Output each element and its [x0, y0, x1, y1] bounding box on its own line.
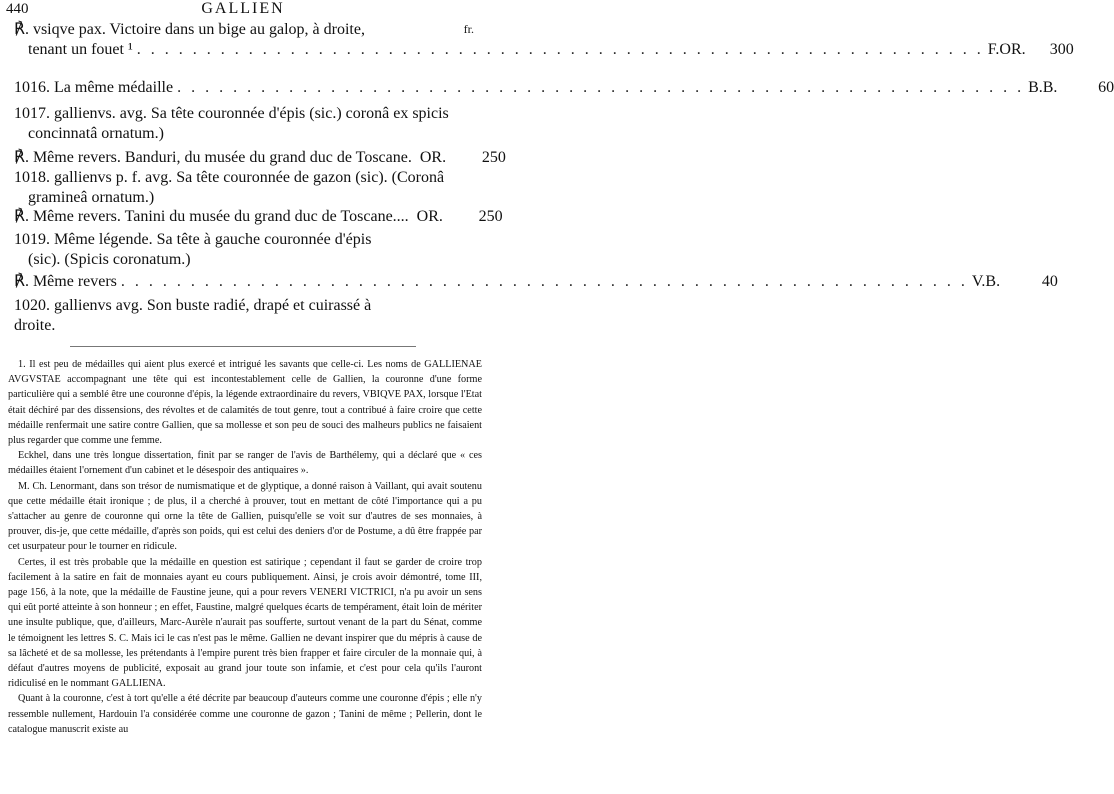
entry-line [14, 207, 503, 227]
footnote-paragraph: Quant à la couronne, c'est à tort qu'elle a été décrite par beaucoup d'auteurs comme une couronne d'épis ; elle n'y ressemble nullement, Hardouin l'a considérée comme une couronne de gazon ; Tanini de même ; Pellerin, dont le catalogue manuscrit existe au [8, 693, 482, 735]
catalog-entry [14, 104, 476, 144]
entry-line: (sic). (Spicis coronatum.) [28, 251, 191, 268]
footnotes [8, 357, 482, 737]
entry-text: ℟. Même revers [14, 273, 117, 290]
catalog-entry [14, 296, 476, 336]
catalog-entry [14, 148, 506, 168]
entry-line: 1019. Même légende. Sa tête à gauche couronnée d'épis [14, 231, 372, 248]
metal: OR. [419, 149, 447, 166]
entry-text: ℟. Même revers. Tanini du musée du grand duc de Toscane.... [14, 208, 409, 225]
price: 300 [1049, 41, 1074, 58]
metal: F.OR. [987, 41, 1026, 58]
price: 250 [481, 149, 506, 166]
entry-text: tenant un fouet ¹ [28, 41, 133, 58]
metal: V.B. [971, 273, 1001, 290]
running-title: GALLIEN [201, 0, 285, 17]
catalog-entry [14, 20, 1074, 60]
leader-dots [121, 272, 968, 292]
catalog-entry [14, 272, 1058, 292]
entry-line: ℟. vsiqve pax. Victoire dans un bige au galop, à droite, [14, 21, 365, 38]
catalog-entry [14, 78, 1114, 98]
entry-line: droite. [14, 317, 56, 334]
footnote-paragraph: M. Ch. Lenormant, dans son trésor de numismatique et de glyptique, a donné raison à Vaillant, qui avait soutenu que cette médaille était ironique ; de plus, il a cherché à prouver, tout en mettant de côté l'importance qui a pu s'attacher au genre de couronne qui orne la tête de Gallien, puisqu'elle se voit sur d'autres de ses monnaies, à prouver, dis-je, que cette médaille, d'après son poids, qui est celui des deniers d'or de Postume, a dû être frappée par cet usurpateur pour le tourner en ridicule. [8, 480, 482, 553]
metal: OR. [416, 208, 443, 225]
price: 250 [478, 208, 503, 225]
footnote-paragraph: 1. Il est peu de médailles qui aient plus exercé et intrigué les savants que celle-ci. Les noms de GALLIENAE AVGVSTAE accompagnant une tête qui est incontestablement celle de Gallien, la couronne d'une forme particulière qui a semblé être une couronne d'épis, la légende extraordinaire du revers, VBIQVE PAX, lorsque l'Etat était déchiré par des dissensions, des révoltes et de calamités de tout genre, tout a contribué à faire croire que cette médaille renfermait une satire contre Gallien, que sa mollesse et son peu de souci des malheurs publics ne faisaient plus regarder que comme une femme. [8, 359, 482, 447]
price-unit: fr. [463, 22, 474, 36]
entry-line [14, 272, 1058, 292]
catalog-entry [14, 207, 503, 227]
leader-dots [137, 40, 984, 60]
catalog-entry [14, 168, 476, 208]
entry-number: 1016. [14, 79, 50, 96]
catalog-entry [14, 230, 476, 270]
page-number: 440 [6, 1, 29, 17]
price: 60 [1098, 79, 1114, 96]
footnote-paragraph: Eckhel, dans une très longue dissertation, finit par se ranger de l'avis de Barthélemy, qui a déclaré que « ces médailles étaient l'ornement d'un cabinet et le désespoir des antiquaires ». [8, 450, 482, 477]
entry-text: La même médaille [54, 79, 174, 96]
entry-line [14, 40, 1074, 60]
price: 40 [1041, 273, 1058, 290]
entry-line: 1017. gallienvs. avg. Sa tête couronnée d'épis (sic.) coronâ ex spicis [14, 105, 449, 122]
footnote-paragraph: Certes, il est très probable que la médaille en question est satirique ; cependant il faut se garder de croire trop facilement à la satire en fait de monnaies ayant eu cours publiquement. Ainsi, je crois avoir démontré, tome III, page 156, à la note, que la médaille de Faustine jeune, qui a pour revers VENERI VICTRICI, n'a pu avoir un sens qui eût porté atteinte à son honneur ; en effet, Faustine, malgré quelques écarts de tempérament, était loin de mériter une insulte publique, que, d'ailleurs, Marc-Aurèle n'aurait pas soufferte, surtout venant de la part du Sénat, comme le témoignent les lettres S. C. Mais ici le cas n'est pas le même. Gallien ne devant inspirer que du mépris à cause de sa lâcheté et de sa mollesse, les prétendants à l'empire purent très bien frapper et faire circuler de la monnaie qui, à défaut d'autres moyens de publicité, exposait au grand jour toute son infamie, et c'est pour cela qu'ils l'auront ridiculisé en le nommant GALLIENA. [8, 556, 482, 690]
entry-line [14, 78, 1114, 98]
entry-line: gramineâ ornatum.) [28, 189, 155, 206]
leader-dots [177, 78, 1024, 98]
entry-text: ℟. Même revers. Banduri, du musée du grand duc de Toscane. [14, 149, 412, 166]
entry-line: 1020. gallienvs avg. Son buste radié, drapé et cuirassé à [14, 297, 372, 314]
entry-line [14, 148, 506, 168]
footnote-divider [70, 346, 416, 347]
metal: B.B. [1028, 79, 1058, 96]
entry-line: 1018. gallienvs p. f. avg. Sa tête couronnée de gazon (sic). (Coronâ [14, 169, 445, 186]
entry-line: concinnatâ ornatum.) [28, 125, 164, 142]
